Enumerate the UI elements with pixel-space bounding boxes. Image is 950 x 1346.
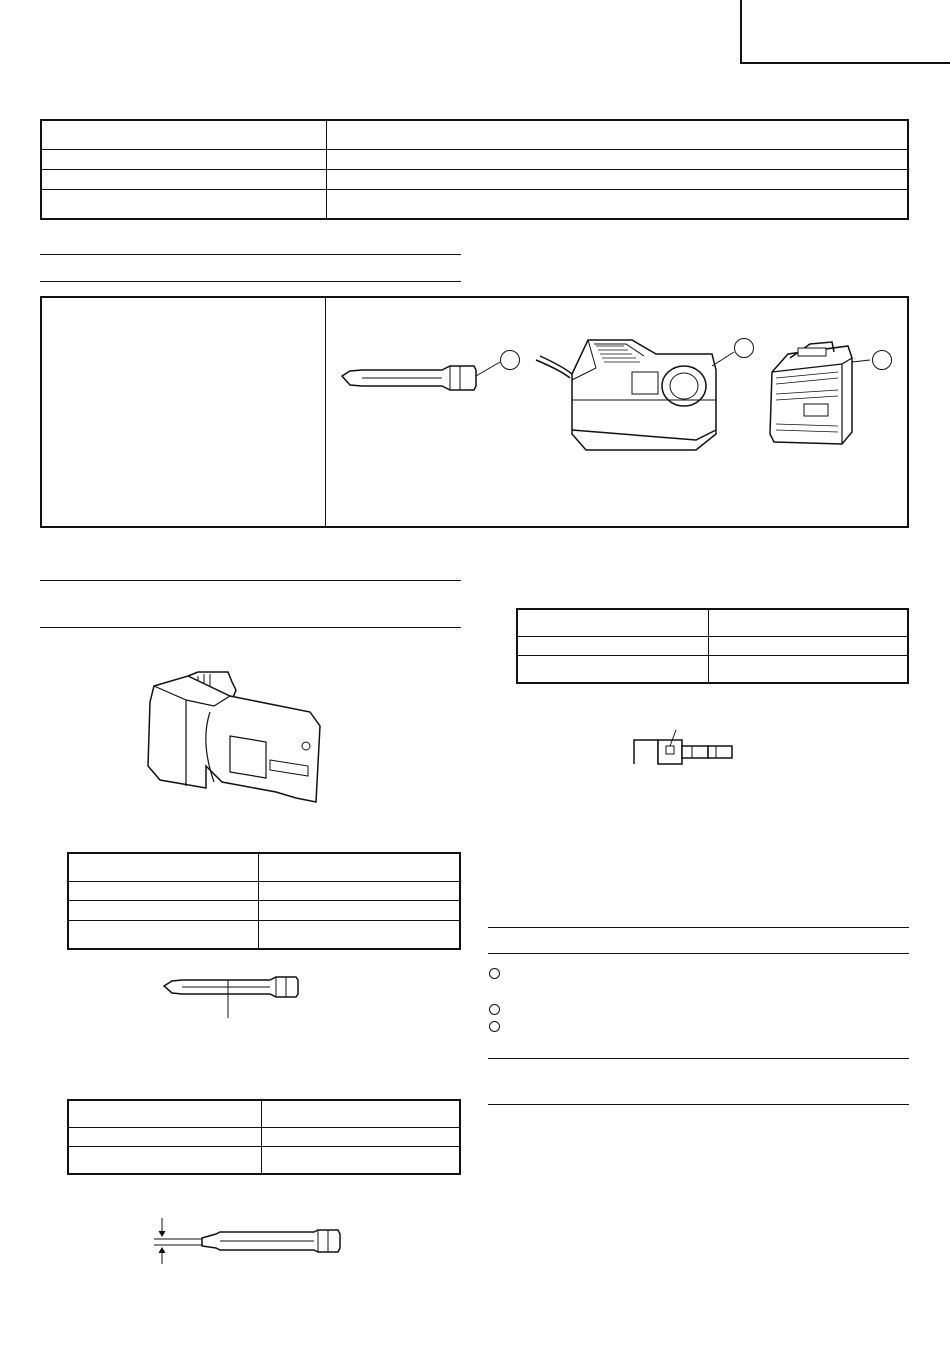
table-row bbox=[68, 1146, 460, 1174]
table-row bbox=[517, 637, 908, 656]
socket-no bbox=[517, 637, 708, 656]
table-row bbox=[68, 1128, 460, 1147]
minus-bit-diagram-icon bbox=[150, 1214, 360, 1268]
battery-spec bbox=[258, 920, 460, 949]
table-row bbox=[41, 120, 908, 150]
socket-size bbox=[708, 655, 908, 683]
spec-label bbox=[41, 150, 326, 170]
socket-size bbox=[708, 609, 908, 637]
battery-model bbox=[68, 853, 258, 882]
table-row bbox=[68, 882, 460, 901]
spec-label bbox=[41, 169, 326, 189]
bit-no bbox=[68, 1146, 261, 1174]
callout-circle-2 bbox=[734, 338, 754, 358]
bit-length bbox=[261, 1146, 460, 1174]
spec-value bbox=[326, 169, 908, 189]
plus-bit-table bbox=[67, 1099, 461, 1175]
section-rule bbox=[40, 254, 461, 255]
battery-spec bbox=[258, 901, 460, 920]
spec-value bbox=[326, 150, 908, 170]
socket-adapter-icon bbox=[630, 726, 740, 766]
list-item-marker-1 bbox=[489, 968, 500, 979]
spec-value bbox=[326, 120, 908, 150]
socket-no bbox=[517, 609, 708, 637]
spec-value bbox=[326, 189, 908, 219]
section-rule bbox=[488, 1058, 909, 1059]
list-item-marker-3 bbox=[489, 1021, 500, 1032]
table-row bbox=[68, 853, 460, 882]
spec-label bbox=[41, 120, 326, 150]
battery-model bbox=[68, 901, 258, 920]
section-rule bbox=[488, 927, 909, 928]
table-row bbox=[68, 1100, 460, 1128]
section-rule bbox=[40, 281, 461, 282]
carrying-case-icon bbox=[768, 338, 878, 448]
section-rule bbox=[488, 953, 909, 954]
table-row bbox=[41, 150, 908, 170]
battery-model bbox=[68, 882, 258, 901]
battery-table bbox=[67, 852, 461, 950]
bit-no bbox=[68, 1128, 261, 1147]
list-item-marker-2 bbox=[489, 1004, 500, 1015]
page-tab bbox=[740, 0, 950, 64]
specifications-table bbox=[40, 119, 909, 220]
socket-no bbox=[517, 655, 708, 683]
socket-table bbox=[516, 608, 909, 684]
bit-no bbox=[68, 1100, 261, 1128]
table-row bbox=[517, 609, 908, 637]
callout-circle-1 bbox=[500, 350, 520, 370]
bit-length bbox=[261, 1100, 460, 1128]
section-rule bbox=[40, 580, 461, 581]
plus-bit-diagram-icon bbox=[160, 972, 310, 1022]
table-row bbox=[68, 901, 460, 920]
table-row bbox=[68, 920, 460, 949]
table-row bbox=[41, 169, 908, 189]
callout-circle-3 bbox=[872, 350, 892, 370]
battery-spec bbox=[258, 882, 460, 901]
accessories-divider bbox=[325, 298, 326, 526]
battery-charger-icon bbox=[536, 334, 736, 454]
section-rule bbox=[488, 1104, 909, 1105]
battery-pack-icon bbox=[140, 666, 330, 808]
bit-length bbox=[261, 1128, 460, 1147]
battery-spec bbox=[258, 853, 460, 882]
plus-driver-bit-icon bbox=[336, 340, 536, 400]
battery-model bbox=[68, 920, 258, 949]
table-row bbox=[41, 189, 908, 219]
socket-size bbox=[708, 637, 908, 656]
spec-label bbox=[41, 189, 326, 219]
section-rule bbox=[40, 627, 461, 628]
table-row bbox=[517, 655, 908, 683]
